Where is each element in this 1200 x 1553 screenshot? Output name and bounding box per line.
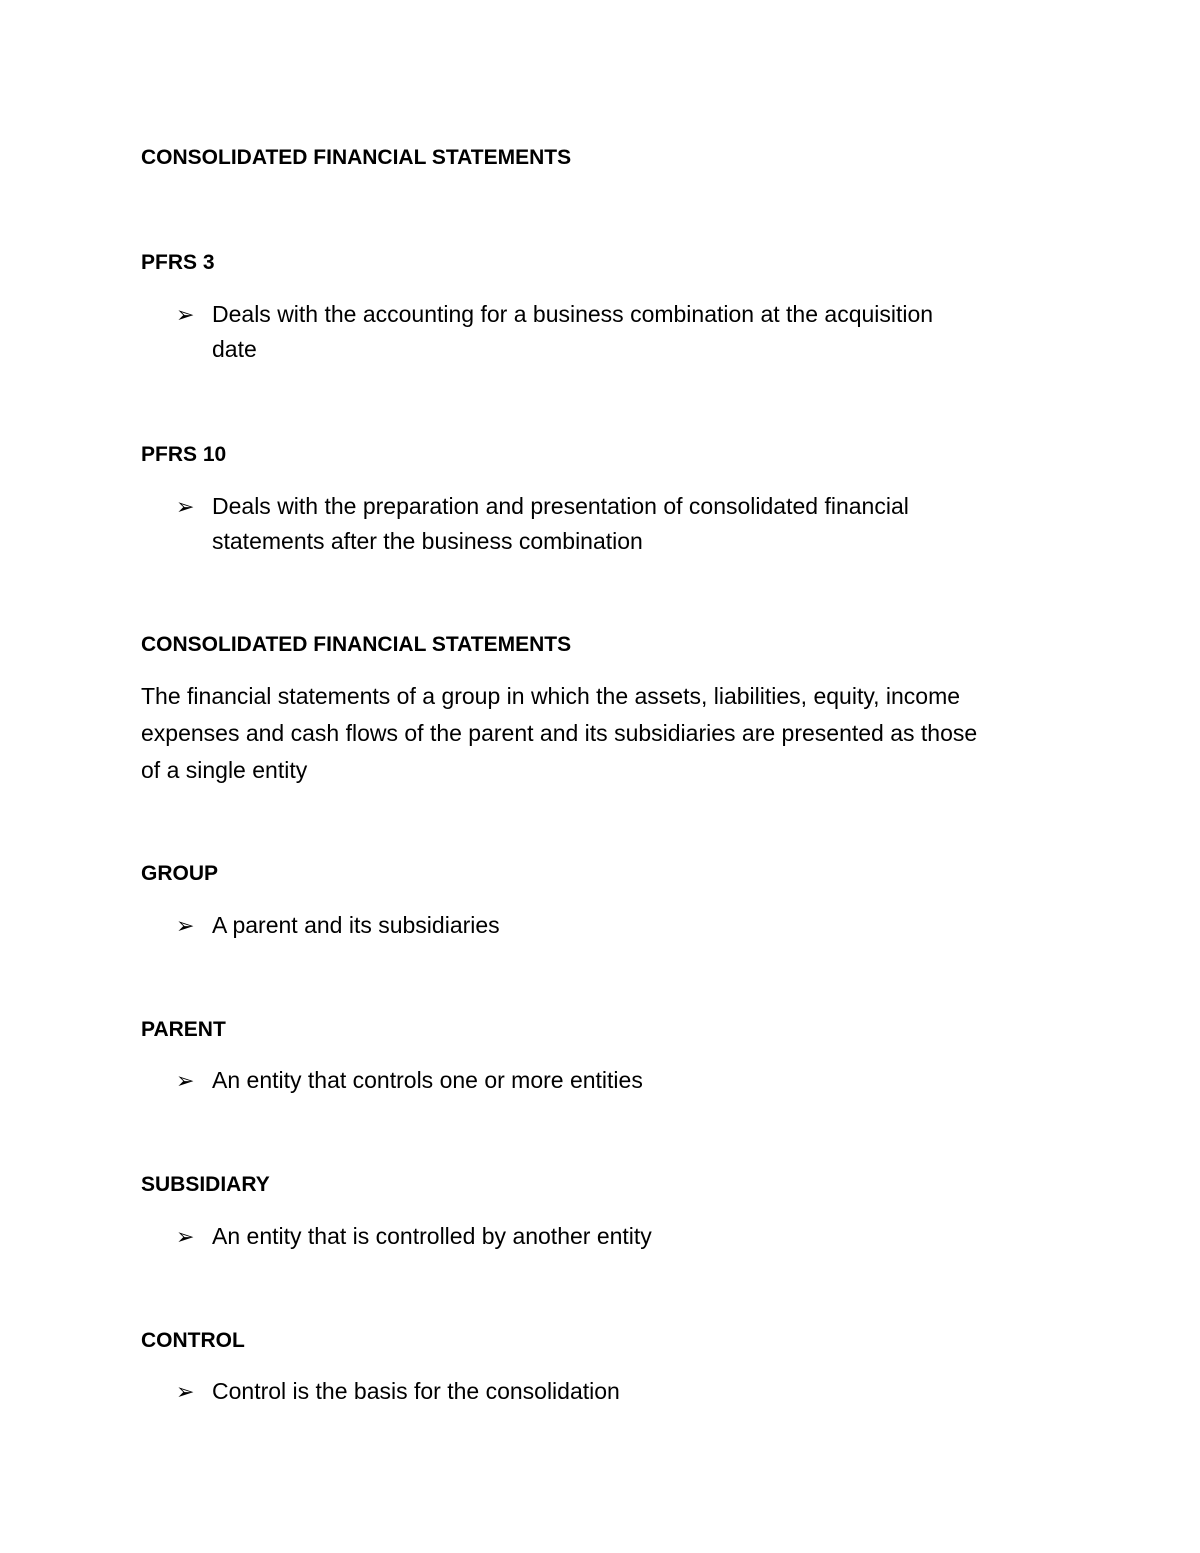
section-heading-subsidiary: SUBSIDIARY	[141, 1173, 270, 1196]
definition-paragraph	[141, 678, 977, 789]
paragraph-line: The financial statements of a group in which the assets, liabilities, equity, income	[141, 683, 961, 709]
bullet-line: Deals with the preparation and presentation of consolidated financial	[212, 493, 909, 519]
bullet-text	[212, 1374, 1041, 1409]
bullet-line: date	[212, 336, 257, 362]
arrow-bullet-icon: ➢	[176, 302, 195, 327]
section-heading-pfrs-3: PFRS 3	[141, 251, 215, 274]
paragraph-line: of a single entity	[141, 757, 308, 783]
section-heading-parent: PARENT	[141, 1018, 226, 1041]
arrow-bullet-icon: ➢	[176, 494, 195, 519]
arrow-bullet-icon: ➢	[176, 913, 195, 938]
arrow-bullet-icon: ➢	[176, 1224, 195, 1249]
bullet-item-pfrs-3	[141, 297, 1041, 367]
bullet-text	[212, 489, 1041, 559]
document-title: CONSOLIDATED FINANCIAL STATEMENTS	[141, 146, 572, 169]
arrow-bullet-icon: ➢	[176, 1068, 195, 1093]
bullet-item-group	[141, 908, 1041, 943]
bullet-text	[212, 297, 1041, 367]
bullet-line: Deals with the accounting for a business combination at the acquisition	[212, 301, 934, 327]
bullet-line: An entity that is controlled by another entity	[212, 1223, 652, 1249]
paragraph-line: expenses and cash flows of the parent and its subsidiaries are presented as those	[141, 720, 978, 746]
bullet-item-parent	[141, 1063, 1041, 1098]
bullet-item-subsidiary	[141, 1219, 1041, 1254]
bullet-line: An entity that controls one or more entities	[212, 1067, 643, 1093]
section-heading-group: GROUP	[141, 862, 219, 885]
bullet-text	[212, 908, 1041, 943]
section-heading-pfrs-10: PFRS 10	[141, 443, 227, 466]
section-heading-control: CONTROL	[141, 1329, 245, 1352]
bullet-line: statements after the business combination	[212, 528, 643, 554]
arrow-bullet-icon: ➢	[176, 1379, 195, 1404]
section-heading-cfs-definition: CONSOLIDATED FINANCIAL STATEMENTS	[141, 633, 572, 656]
bullet-text	[212, 1219, 1041, 1254]
bullet-text	[212, 1063, 1041, 1098]
bullet-line: A parent and its subsidiaries	[212, 912, 500, 938]
bullet-item-control	[141, 1374, 1041, 1409]
bullet-line: Control is the basis for the consolidation	[212, 1378, 620, 1404]
bullet-item-pfrs-10	[141, 489, 1041, 559]
